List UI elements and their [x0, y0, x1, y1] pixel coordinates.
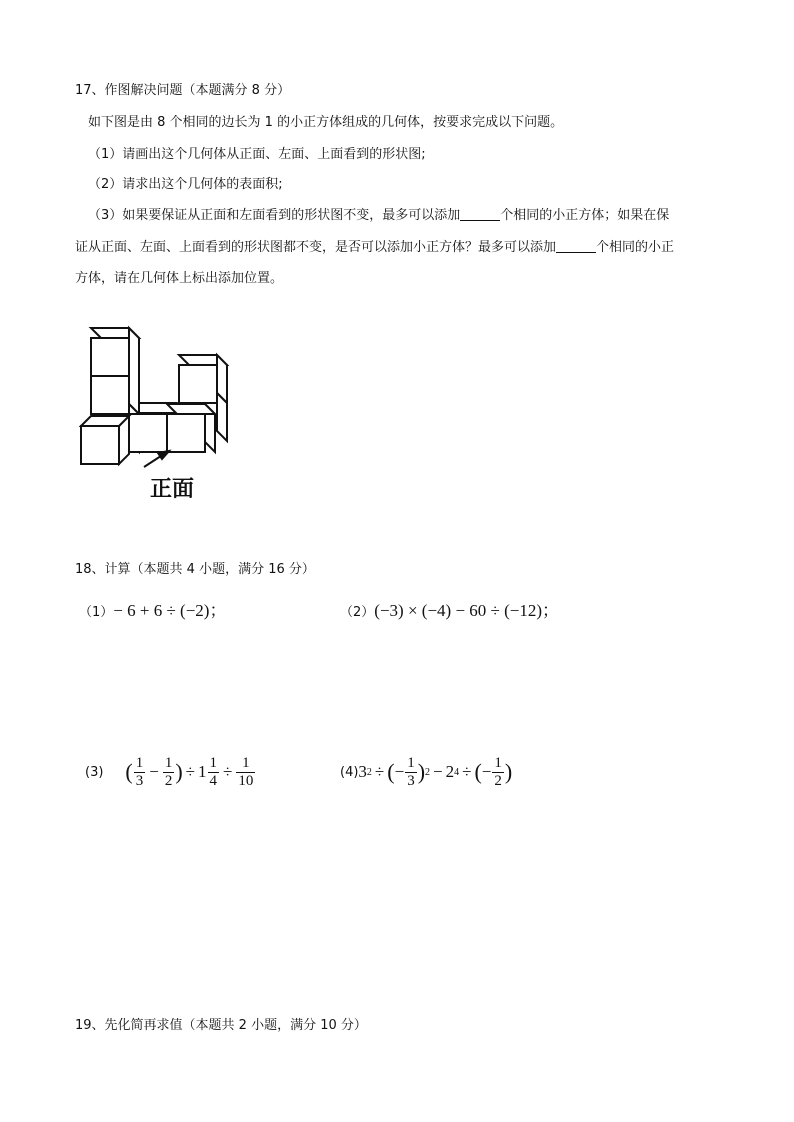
front-view-label: 正面 [150, 477, 195, 502]
q17-item3-text-a: （3）如果要保证从正面和左面看到的形状图不变，最多可以添加 [88, 208, 461, 223]
q17-item3-line2 [75, 239, 674, 257]
answer-blank-1[interactable] [460, 207, 500, 221]
front-arrow-icon [144, 451, 169, 467]
fraction-one-half: $\frac{1}{2}$ [494, 754, 502, 789]
fraction-one-third: $\frac{1}{3}$ [407, 754, 415, 789]
fraction-one-third: $\frac{1}{3}$ [135, 754, 144, 789]
problem-3-label: (3) [85, 764, 104, 780]
q18-title: 18、计算（本题共 4 小题，满分 16 分） [75, 562, 315, 577]
q17-title: 17、作图解决问题（本题满分 8 分） [75, 83, 291, 98]
problem-1-expression: − 6 + 6 ÷ (−2)； [113, 601, 227, 620]
problem-2-label: （2） [340, 605, 375, 620]
q17-intro: 如下图是由 8 个相同的边长为 1 的小正方体组成的几何体，按要求完成以下问题。 [88, 115, 564, 130]
problem-1-label: （1） [79, 605, 114, 620]
q17-item3-text-b: 个相同的小正方体；如果在保 [500, 208, 670, 223]
q17-item2: （2）请求出这个几何体的表面积; [88, 177, 283, 192]
q19-title: 19、先化简再求值（本题共 2 小题，满分 10 分） [75, 1018, 367, 1033]
fraction-one-quarter: $\frac{1}{4}$ [209, 754, 218, 789]
q17-item3-text-d: 个相同的小正 [596, 240, 675, 255]
q17-item3-line1 [88, 207, 669, 225]
q18-problem-1 [79, 596, 226, 621]
answer-blank-2[interactable] [556, 239, 596, 253]
cube-figure [76, 322, 236, 472]
q17-item1: （1）请画出这个几何体从正面、左面、上面看到的形状图; [88, 147, 426, 162]
problem-2-expression: (−3) × (−4) − 60 ÷ (−12)； [374, 601, 560, 620]
q18-problem-4 [340, 752, 512, 792]
problem-4-expression: 3 2 ÷ ( − $\frac{1}{3}$ ) 2 − 2 4 ÷ ( − $\frac{1}{2}$ ) [358, 754, 513, 789]
fraction-one-tenth: $\frac{1}{10}$ [238, 754, 254, 789]
fraction-one-half: $\frac{1}{2}$ [164, 754, 173, 789]
problem-4-label: (4) [340, 764, 359, 780]
q18-problem-3 [85, 752, 256, 792]
problem-3-expression: ( $\frac{1}{3}$ − $\frac{1}{2}$ ) ÷ 1 $\frac{1}{4}$ ÷ $\frac{1}{10}$ [125, 754, 254, 789]
q17-item3-text-c: 证从正面、左面、上面看到的形状图都不变，是否可以添加小正方体？最多可以添加 [75, 240, 557, 255]
q18-problem-2 [340, 596, 559, 621]
q17-item3-line3: 方体，请在几何体上标出添加位置。 [75, 271, 284, 286]
